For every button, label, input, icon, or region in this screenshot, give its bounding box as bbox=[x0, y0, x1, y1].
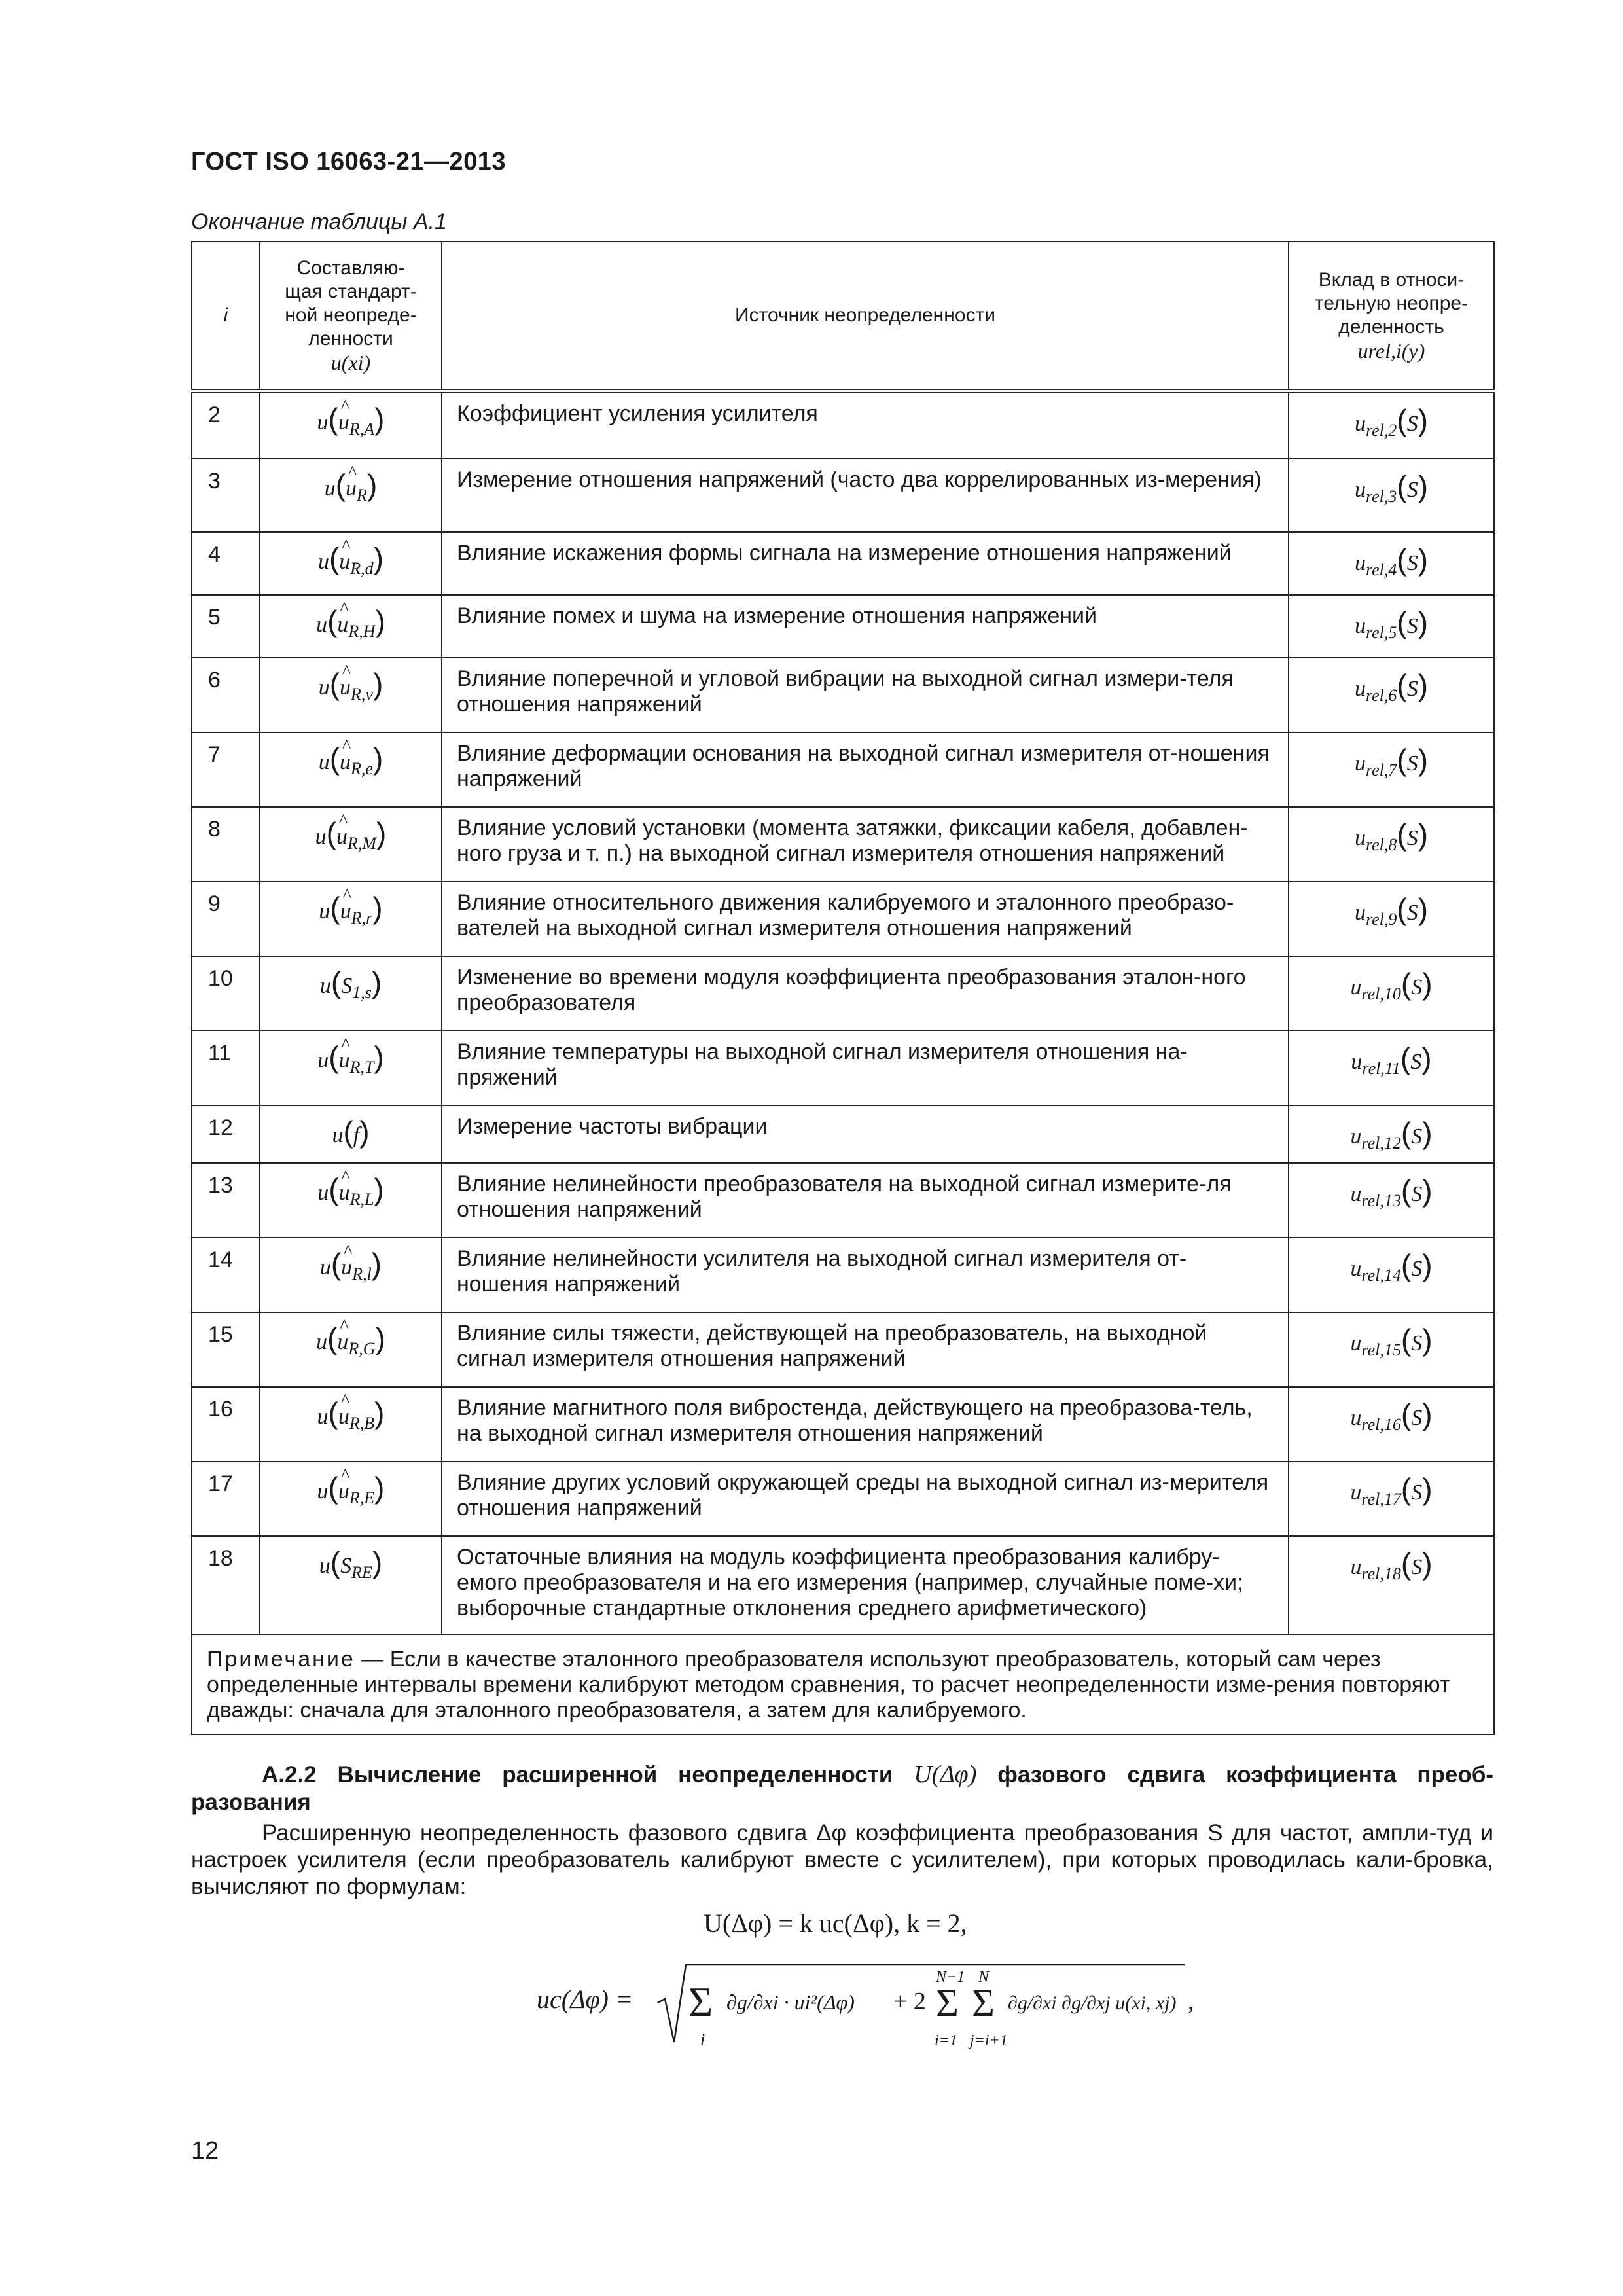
table-row bbox=[192, 1163, 1494, 1238]
double-sum-2-top: N bbox=[978, 1969, 990, 1986]
paren-open: ( bbox=[1397, 668, 1407, 702]
contrib-fn: u bbox=[1350, 1406, 1362, 1430]
contrib-arg: S bbox=[1410, 1050, 1422, 1074]
contrib-sub: rel,3 bbox=[1365, 486, 1397, 506]
uncertainty-fn: u bbox=[317, 1479, 329, 1503]
double-sum-1: Σ bbox=[936, 1981, 959, 2024]
document-code: ГОСТ ISO 16063-21—2013 bbox=[191, 148, 507, 175]
paren-close: ) bbox=[1422, 967, 1433, 1001]
section-title-part1: Вычисление расширенной неопределенности bbox=[337, 1762, 893, 1787]
term1: ∂g/∂xi · ui²(Δφ) bbox=[726, 1990, 855, 2014]
paren-open: ( bbox=[1400, 1547, 1412, 1581]
relative-contribution bbox=[1289, 1238, 1494, 1312]
formula-expanded-uncertainty: U(Δφ) = k uc(Δφ), k = 2, bbox=[704, 1909, 967, 1938]
contrib-fn: u bbox=[1354, 677, 1366, 701]
uncertainty-source: Влияние температуры на выходной сигнал измерителя отношения на-пряжений bbox=[442, 1031, 1289, 1105]
page-number: 12 bbox=[191, 2137, 219, 2164]
section-heading bbox=[191, 1761, 1493, 1816]
paren-open: ( bbox=[1400, 1323, 1412, 1357]
uncertainty-var: ^ u bbox=[338, 1404, 349, 1429]
contrib-arg: S bbox=[1411, 1182, 1423, 1206]
uncertainty-source: Измерение частоты вибрации bbox=[442, 1105, 1289, 1163]
uncertainty-sub: R bbox=[357, 485, 367, 505]
uncertainty-fn: u bbox=[319, 899, 330, 924]
paren-open: ( bbox=[1400, 1472, 1412, 1506]
uncertainty-fn: u bbox=[317, 1181, 329, 1205]
contrib-sub: rel,8 bbox=[1365, 834, 1397, 854]
contrib-arg: S bbox=[1406, 826, 1418, 850]
row-index: 17 bbox=[192, 1462, 260, 1536]
uncertainty-sub: R,d bbox=[350, 558, 374, 578]
relative-contribution bbox=[1289, 1031, 1494, 1105]
section-title-part2: фазового сдвига коэффициента преоб-разования bbox=[191, 1762, 1493, 1815]
paren-open: ( bbox=[335, 468, 346, 502]
contrib-sub: rel,12 bbox=[1361, 1133, 1401, 1153]
paren-open: ( bbox=[1397, 543, 1407, 577]
uncertainty-source: Остаточные влияния на модуль коэффициента преобразования калибру-емого преобразователя и на его измерения (например, случайные поме-хи; выборочные стандартные отклонения среднего арифметического) bbox=[442, 1536, 1289, 1634]
contrib-arg: S bbox=[1411, 1406, 1423, 1430]
table-row bbox=[192, 658, 1494, 732]
uncertainty-fn: u bbox=[332, 1123, 344, 1147]
contrib-sub: rel,10 bbox=[1361, 984, 1401, 1003]
paren-close: ) bbox=[374, 401, 385, 436]
plus-two: + 2 bbox=[893, 1988, 926, 2015]
contrib-sub: rel,11 bbox=[1362, 1058, 1400, 1078]
uncertainty-fn: u bbox=[317, 550, 329, 574]
relative-contribution bbox=[1289, 1312, 1494, 1387]
paren-open: ( bbox=[1400, 1174, 1412, 1208]
uncertainty-fn: u bbox=[324, 476, 336, 501]
contrib-fn: u bbox=[1351, 1050, 1363, 1074]
paren-open: ( bbox=[330, 1247, 342, 1281]
relative-contribution bbox=[1289, 1387, 1494, 1462]
uncertainty-fn: u bbox=[319, 1255, 331, 1280]
contrib-sub: rel,14 bbox=[1361, 1265, 1401, 1285]
table-caption: Окончание таблицы А.1 bbox=[191, 209, 447, 234]
paren-open: ( bbox=[1400, 1397, 1412, 1431]
relative-contribution bbox=[1289, 1105, 1494, 1163]
uncertainty-sub: R,r bbox=[351, 908, 373, 927]
uncertainty-fn: u bbox=[317, 410, 329, 435]
uncertainty-sub: RE bbox=[351, 1562, 372, 1582]
paren-close: ) bbox=[372, 667, 383, 701]
paren-open: ( bbox=[329, 667, 340, 701]
contrib-arg: S bbox=[1411, 1480, 1423, 1505]
paren-open: ( bbox=[1400, 967, 1412, 1001]
relative-contribution bbox=[1289, 956, 1494, 1031]
table-row bbox=[192, 595, 1494, 658]
contrib-sub: rel,9 bbox=[1365, 909, 1397, 929]
uncertainty-var: S bbox=[341, 974, 353, 998]
paren-close: ) bbox=[1422, 1472, 1433, 1506]
table-row bbox=[192, 1238, 1494, 1312]
relative-contribution bbox=[1289, 1163, 1494, 1238]
paren-close: ) bbox=[1418, 469, 1429, 503]
uncertainty-source: Влияние нелинейности преобразователя на выходной сигнал измерите-ля отношения напряжений bbox=[442, 1163, 1289, 1238]
paren-open: ( bbox=[343, 1115, 353, 1149]
paren-close: ) bbox=[372, 891, 383, 925]
paren-open: ( bbox=[329, 1040, 339, 1074]
uncertainty-source: Влияние магнитного поля вибростенда, действующего на преобразова-тель, на выходной сигнал измерителя отношения напряжений bbox=[442, 1387, 1289, 1462]
contrib-fn: u bbox=[1350, 1124, 1362, 1149]
std-uncertainty-cell bbox=[260, 1105, 442, 1163]
row-index: 5 bbox=[192, 595, 260, 658]
contrib-fn: u bbox=[1354, 614, 1366, 638]
formula-end: , bbox=[1188, 1988, 1194, 2015]
paren-open: ( bbox=[328, 1396, 338, 1430]
contrib-fn: u bbox=[1350, 1257, 1362, 1281]
std-uncertainty-cell bbox=[260, 532, 442, 595]
relative-contribution bbox=[1289, 532, 1494, 595]
paren-close: ) bbox=[371, 965, 382, 999]
std-uncertainty-cell bbox=[260, 732, 442, 807]
paren-open: ( bbox=[326, 816, 336, 850]
paren-close: ) bbox=[372, 1545, 383, 1579]
uncertainty-var: ^ u bbox=[337, 1329, 348, 1355]
paren-open: ( bbox=[1397, 892, 1407, 926]
table-row bbox=[192, 1312, 1494, 1387]
contrib-arg: S bbox=[1411, 1257, 1423, 1281]
uncertainty-fn: u bbox=[317, 1405, 329, 1429]
paren-open: ( bbox=[327, 1321, 338, 1355]
uncertainty-var: ^ u bbox=[346, 476, 357, 501]
paren-close: ) bbox=[376, 816, 387, 850]
paren-close: ) bbox=[373, 541, 384, 575]
paren-open: ( bbox=[1400, 1041, 1411, 1075]
contrib-arg: S bbox=[1411, 1124, 1423, 1149]
uncertainty-sub: R,L bbox=[349, 1189, 374, 1209]
uncertainty-source: Измерение отношения напряжений (часто два коррелированных из-мерения) bbox=[442, 459, 1289, 532]
table-row bbox=[192, 1031, 1494, 1105]
uncertainty-sub: R,A bbox=[349, 419, 375, 439]
paren-close: ) bbox=[1422, 1248, 1433, 1282]
row-index: 4 bbox=[192, 532, 260, 595]
uncertainty-source: Влияние помех и шума на измерение отношения напряжений bbox=[442, 595, 1289, 658]
std-uncertainty-cell bbox=[260, 1031, 442, 1105]
table-row bbox=[192, 459, 1494, 532]
double-sum-1-top: N−1 bbox=[936, 1969, 965, 1986]
section-paragraph: Расширенную неопределенность фазового сдвига Δφ коэффициента преобразования S для частот, ампли-туд и настроек усилителя (если преобразователь калибруют вместе с усилителем), при которых проводилась кали-бровка, вычисляют по формулам: bbox=[191, 1820, 1493, 1899]
uncertainty-fn: u bbox=[316, 613, 328, 637]
paren-close: ) bbox=[1418, 403, 1429, 437]
paren-close: ) bbox=[1422, 1116, 1433, 1150]
std-uncertainty-cell bbox=[260, 1312, 442, 1387]
paren-close: ) bbox=[372, 742, 383, 776]
paren-close: ) bbox=[1418, 743, 1429, 777]
col-header-contrib: Вклад в относи- тельную неопре- деленность urel,i(y) bbox=[1289, 242, 1494, 391]
double-sum-1-bottom: i=1 bbox=[935, 2032, 957, 2049]
uncertainty-var: ^ u bbox=[340, 675, 351, 700]
relative-contribution bbox=[1289, 807, 1494, 882]
uncertainty-fn: u bbox=[315, 825, 327, 849]
paren-open: ( bbox=[1400, 1248, 1412, 1282]
row-index: 8 bbox=[192, 807, 260, 882]
contrib-fn: u bbox=[1350, 1182, 1362, 1206]
paren-open: ( bbox=[1397, 605, 1407, 639]
contrib-sub: rel,18 bbox=[1361, 1564, 1401, 1583]
uncertainty-var: ^ u bbox=[340, 749, 351, 775]
uncertainty-sub: R,l bbox=[352, 1264, 372, 1283]
relative-contribution bbox=[1289, 658, 1494, 732]
uncertainty-source: Изменение во времени модуля коэффициента преобразования эталон-ного преобразователя bbox=[442, 956, 1289, 1031]
uncertainty-fn: u bbox=[319, 974, 331, 998]
relative-contribution bbox=[1289, 1462, 1494, 1536]
contrib-fn: u bbox=[1350, 1331, 1362, 1355]
sum-sign: Σ bbox=[688, 1979, 713, 2025]
paren-open: ( bbox=[330, 965, 342, 999]
paren-open: ( bbox=[1397, 403, 1407, 437]
double-sum-2-bottom: j=i+1 bbox=[970, 2032, 1008, 2049]
std-uncertainty-cell bbox=[260, 882, 442, 956]
table-row bbox=[192, 391, 1494, 459]
paren-close: ) bbox=[1418, 892, 1429, 926]
uncertainty-fn: u bbox=[318, 750, 330, 774]
uncertainty-source: Влияние других условий окружающей среды на выходной сигнал из-мерителя отношения напряжений bbox=[442, 1462, 1289, 1536]
uncertainty-source: Влияние нелинейности усилителя на выходной сигнал измерителя от-ношения напряжений bbox=[442, 1238, 1289, 1312]
relative-contribution bbox=[1289, 391, 1494, 459]
row-index: 3 bbox=[192, 459, 260, 532]
table-row bbox=[192, 532, 1494, 595]
uncertainty-source: Влияние деформации основания на выходной сигнал измерителя от-ношения напряжений bbox=[442, 732, 1289, 807]
row-index: 12 bbox=[192, 1105, 260, 1163]
uncertainty-sub: R,e bbox=[351, 759, 373, 778]
table-row bbox=[192, 1105, 1494, 1163]
contrib-arg: S bbox=[1406, 411, 1418, 436]
contrib-sub: rel,6 bbox=[1365, 685, 1397, 705]
std-uncertainty-cell bbox=[260, 658, 442, 732]
uncertainty-fn: u bbox=[319, 1554, 330, 1578]
uncertainty-sub: R,v bbox=[351, 684, 373, 704]
paren-close: ) bbox=[1422, 1547, 1433, 1581]
relative-contribution bbox=[1289, 882, 1494, 956]
relative-contribution bbox=[1289, 732, 1494, 807]
uncertainty-fn: u bbox=[317, 1049, 329, 1073]
std-uncertainty-cell bbox=[260, 595, 442, 658]
paren-open: ( bbox=[329, 742, 340, 776]
std-uncertainty-cell bbox=[260, 459, 442, 532]
row-index: 16 bbox=[192, 1387, 260, 1462]
paren-close: ) bbox=[1418, 668, 1429, 702]
table-row bbox=[192, 1462, 1494, 1536]
uncertainty-fn: u bbox=[316, 1330, 328, 1354]
table-row bbox=[192, 956, 1494, 1031]
section-title-symbol: U(Δφ) bbox=[914, 1761, 977, 1788]
contrib-arg: S bbox=[1406, 551, 1418, 575]
uncertainty-sub: R,M bbox=[347, 833, 377, 853]
note-row bbox=[192, 1634, 1494, 1734]
paren-close: ) bbox=[366, 468, 378, 502]
row-index: 14 bbox=[192, 1238, 260, 1312]
contrib-fn: u bbox=[1354, 901, 1366, 925]
contrib-fn: u bbox=[1354, 751, 1366, 776]
std-uncertainty-cell bbox=[260, 1536, 442, 1634]
table-note bbox=[192, 1634, 1494, 1734]
table-row bbox=[192, 882, 1494, 956]
uncertainty-sub: R,T bbox=[349, 1057, 374, 1077]
contrib-fn: u bbox=[1354, 411, 1366, 436]
uncertainty-var: f bbox=[353, 1123, 360, 1147]
table-row bbox=[192, 807, 1494, 882]
contrib-sub: rel,4 bbox=[1365, 560, 1397, 579]
contrib-sub: rel,5 bbox=[1365, 622, 1397, 642]
paren-close: ) bbox=[1418, 605, 1429, 639]
row-index: 10 bbox=[192, 956, 260, 1031]
contrib-sub: rel,15 bbox=[1361, 1340, 1401, 1359]
paren-close: ) bbox=[374, 1040, 384, 1074]
note-label: Примечание bbox=[207, 1647, 355, 1672]
contrib-sub: rel,13 bbox=[1361, 1191, 1401, 1210]
sum-index: i bbox=[700, 2030, 705, 2049]
uncertainty-var: ^ u bbox=[340, 899, 351, 924]
std-uncertainty-cell bbox=[260, 1462, 442, 1536]
term2: ∂g/∂xi ∂g/∂xj u(xi, xj) bbox=[1008, 1992, 1177, 2014]
row-index: 2 bbox=[192, 391, 260, 459]
uncertainty-var: ^ u bbox=[339, 549, 350, 575]
contrib-sub: rel,17 bbox=[1361, 1489, 1401, 1509]
contrib-fn: u bbox=[1354, 478, 1366, 502]
paren-close: ) bbox=[1422, 1174, 1433, 1208]
uncertainty-var: S bbox=[340, 1554, 352, 1578]
contrib-sub: rel,2 bbox=[1365, 420, 1397, 440]
paren-close: ) bbox=[1422, 1323, 1433, 1357]
uncertainty-var: ^ u bbox=[339, 1048, 350, 1073]
row-index: 11 bbox=[192, 1031, 260, 1105]
uncertainty-sub: R,H bbox=[348, 621, 376, 641]
row-index: 15 bbox=[192, 1312, 260, 1387]
table-row bbox=[192, 732, 1494, 807]
uncertainty-source: Влияние поперечной и угловой вибрации на выходной сигнал измери-теля отношения напряжений bbox=[442, 658, 1289, 732]
std-uncertainty-cell bbox=[260, 807, 442, 882]
paren-close: ) bbox=[375, 1321, 385, 1355]
paren-close: ) bbox=[374, 1396, 385, 1430]
contrib-arg: S bbox=[1411, 1555, 1423, 1579]
uncertainty-table bbox=[191, 241, 1495, 1735]
paren-close: ) bbox=[371, 1247, 382, 1281]
uncertainty-source: Влияние искажения формы сигнала на измерение отношения напряжений bbox=[442, 532, 1289, 595]
uncertainty-var: ^ u bbox=[337, 612, 348, 637]
uncertainty-sub: 1,s bbox=[352, 982, 372, 1002]
paren-open: ( bbox=[330, 1545, 341, 1579]
uncertainty-var: ^ u bbox=[338, 410, 349, 435]
contrib-arg: S bbox=[1406, 677, 1418, 701]
uncertainty-fn: u bbox=[318, 675, 330, 700]
contrib-arg: S bbox=[1411, 975, 1423, 999]
row-index: 9 bbox=[192, 882, 260, 956]
row-index: 13 bbox=[192, 1163, 260, 1238]
paren-open: ( bbox=[1400, 1116, 1412, 1150]
row-index: 18 bbox=[192, 1536, 260, 1634]
paren-close: ) bbox=[374, 1172, 384, 1206]
uncertainty-source: Влияние относительного движения калибруемого и эталонного преобразо-вателей на выходной сигнал измерителя отношения напряжений bbox=[442, 882, 1289, 956]
paren-close: ) bbox=[359, 1115, 370, 1149]
uncertainty-var: ^ u bbox=[336, 824, 348, 850]
paren-close: ) bbox=[1418, 543, 1429, 577]
col-header-i: i bbox=[192, 242, 260, 391]
note-text: — Если в качестве эталонного преобразователя используют преобразователь, который сам через определенные интервалы времени калибруют методом сравнения, то расчет неопределенности изме-рения повторяют дважды: сначала для эталонного преобразователя, а затем для калибруемого. bbox=[207, 1647, 1450, 1723]
contrib-sub: rel,7 bbox=[1365, 760, 1397, 780]
row-index: 7 bbox=[192, 732, 260, 807]
contrib-arg: S bbox=[1406, 478, 1418, 502]
col-header-u: Составляю- щая стандарт- ной неопреде- ленности u(xi) bbox=[260, 242, 442, 391]
uncertainty-sub: R,B bbox=[349, 1413, 375, 1433]
table-row bbox=[192, 1387, 1494, 1462]
paren-close: ) bbox=[374, 1471, 385, 1505]
formula-combined-uncertainty bbox=[537, 1957, 1194, 2055]
std-uncertainty-cell bbox=[260, 956, 442, 1031]
paren-close: ) bbox=[1418, 817, 1429, 852]
contrib-fn: u bbox=[1354, 551, 1366, 575]
contrib-arg: S bbox=[1406, 901, 1418, 925]
row-index: 6 bbox=[192, 658, 260, 732]
uncertainty-source: Влияние силы тяжести, действующей на преобразователь, на выходной сигнал измерителя отношения напряжений bbox=[442, 1312, 1289, 1387]
paren-open: ( bbox=[329, 541, 340, 575]
contrib-arg: S bbox=[1406, 751, 1418, 776]
std-uncertainty-cell bbox=[260, 1163, 442, 1238]
uncertainty-var: ^ u bbox=[339, 1180, 350, 1206]
contrib-arg: S bbox=[1406, 614, 1418, 638]
formula-lhs: uc(Δφ) = bbox=[537, 1984, 633, 2014]
uncertainty-var: ^ u bbox=[341, 1255, 352, 1280]
uncertainty-source: Коэффициент усиления усилителя bbox=[442, 391, 1289, 459]
table-row bbox=[192, 1536, 1494, 1634]
std-uncertainty-cell bbox=[260, 1238, 442, 1312]
uncertainty-var: ^ u bbox=[338, 1479, 349, 1504]
paren-open: ( bbox=[1397, 469, 1407, 503]
relative-contribution bbox=[1289, 595, 1494, 658]
double-sum-2: Σ bbox=[972, 1981, 995, 2024]
std-uncertainty-cell bbox=[260, 1387, 442, 1462]
paren-open: ( bbox=[328, 401, 338, 436]
contrib-arg: S bbox=[1411, 1331, 1423, 1355]
section-number: А.2.2 bbox=[262, 1762, 317, 1787]
uncertainty-sub: R,E bbox=[349, 1488, 375, 1507]
table-header-row bbox=[192, 242, 1494, 391]
paren-open: ( bbox=[329, 1172, 339, 1206]
col-header-source: Источник неопределенности bbox=[442, 242, 1289, 391]
paren-open: ( bbox=[330, 891, 340, 925]
contrib-fn: u bbox=[1350, 1480, 1362, 1505]
contrib-sub: rel,16 bbox=[1361, 1414, 1401, 1434]
relative-contribution bbox=[1289, 1536, 1494, 1634]
uncertainty-sub: R,G bbox=[348, 1338, 376, 1358]
relative-contribution bbox=[1289, 459, 1494, 532]
paren-open: ( bbox=[1397, 817, 1407, 852]
paren-open: ( bbox=[328, 1471, 338, 1505]
uncertainty-source: Влияние условий установки (момента затяжки, фиксации кабеля, добавлен-ного груза и т. п.) на выходной сигнал измерителя отношения напряжений bbox=[442, 807, 1289, 882]
contrib-fn: u bbox=[1350, 975, 1362, 999]
contrib-fn: u bbox=[1354, 826, 1366, 850]
std-uncertainty-cell bbox=[260, 391, 442, 459]
paren-close: ) bbox=[1422, 1397, 1433, 1431]
contrib-fn: u bbox=[1350, 1555, 1362, 1579]
paren-close: ) bbox=[375, 604, 385, 638]
paren-close: ) bbox=[1421, 1041, 1432, 1075]
paren-open: ( bbox=[1397, 743, 1407, 777]
paren-open: ( bbox=[327, 604, 338, 638]
